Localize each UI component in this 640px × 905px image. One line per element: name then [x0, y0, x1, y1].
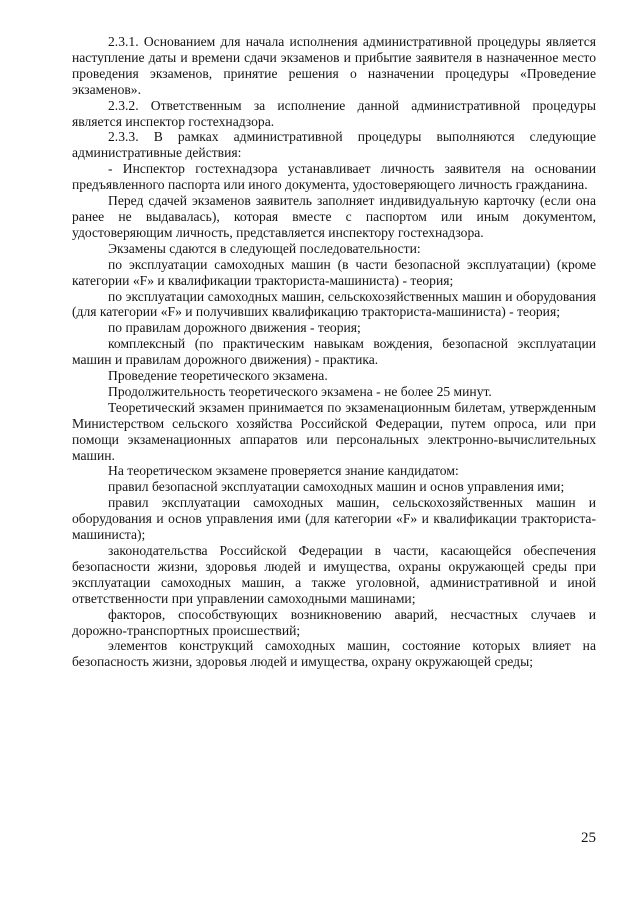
- document-page: [72, 34, 596, 670]
- list-item-knowledge-2: правил эксплуатации самоходных машин, сельскохозяйственных машин и оборудования и основ управления ими (для категории «F» и квалификации тракториста-машиниста);: [72, 495, 596, 543]
- paragraph-2-3-2: 2.3.2. Ответственным за исполнение данной административной процедуры является инспектор гостехнадзора.: [72, 97, 596, 129]
- page-number: 25: [581, 830, 596, 846]
- paragraph-exam-duration: Продолжительность теоретического экзамена - не более 25 минут.: [108, 383, 492, 399]
- list-item-exam-4: комплексный (по практическим навыкам вождения, безопасной эксплуатации машин и правилам дорожного движения) - практика.: [72, 336, 596, 368]
- paragraph-exam-method: Теоретический экзамен принимается по экзаменационным билетам, утвержденным Министерством сельского хозяйства Российской Федерации, путем опроса, или при помощи экзаменационных аппаратов или персональных электронно-вычислительных машин.: [72, 399, 596, 463]
- paragraph-theory-exam: Проведение теоретического экзамена.: [108, 368, 328, 384]
- list-item-knowledge-5: элементов конструкций самоходных машин, состояние которых влияет на безопасность жизни, здоровья людей и имущества, охрану окружающей среды;: [72, 638, 596, 670]
- list-item-exam-2: по эксплуатации самоходных машин, сельскохозяйственных машин и оборудования (для категории «F» и получивших квалификацию тракториста-машиниста) - теория;: [72, 288, 596, 320]
- paragraph-knowledge-check: На теоретическом экзамене проверяется знание кандидатом:: [108, 463, 459, 479]
- list-item-exam-1: по эксплуатации самоходных машин (в части безопасной эксплуатации) (кроме категории «F» и квалификации тракториста-машиниста) - теория;: [72, 256, 596, 288]
- list-item-knowledge-3: законодательства Российской Федерации в части, касающейся обеспечения безопасности жизни, здоровья людей и имущества, охраны окружающей среды при эксплуатации самоходных машин, а также уголовной, административной и иной ответственности при управлении самоходными машинами;: [72, 543, 596, 606]
- paragraph-exam-sequence: Экзамены сдаются в следующей последовательности:: [108, 240, 421, 256]
- list-item-knowledge-1: правил безопасной эксплуатации самоходных машин и основ управления ими;: [108, 479, 565, 495]
- paragraph-individual-card: Перед сдачей экзаменов заявитель заполняет индивидуальную карточку (если она ранее не выдавалась), которая вместе с паспортом или иным документом, удостоверяющим личность, представляется инспектору гостехнадзора.: [72, 193, 596, 240]
- list-item-knowledge-4: факторов, способствующих возникновению аварий, несчастных случаев и дорожно-транспортных происшествий;: [72, 606, 596, 638]
- paragraph-identity-check: - Инспектор гостехнадзора устанавливает личность заявителя на основании предъявленного паспорта или иного документа, удостоверяющего личность гражданина.: [72, 161, 596, 193]
- paragraph-2-3-3: 2.3.3. В рамках административной процедуры выполняются следующие административные действия:: [72, 129, 596, 161]
- list-item-exam-3: по правилам дорожного движения - теория;: [108, 320, 361, 336]
- paragraph-2-3-1: 2.3.1. Основанием для начала исполнения административной процедуры является наступление даты и времени сдачи экзаменов и прибытие заявителя в назначенное место проведения экзаменов, принятие решения о назначении процедуры «Проведение экзаменов».: [72, 34, 596, 97]
